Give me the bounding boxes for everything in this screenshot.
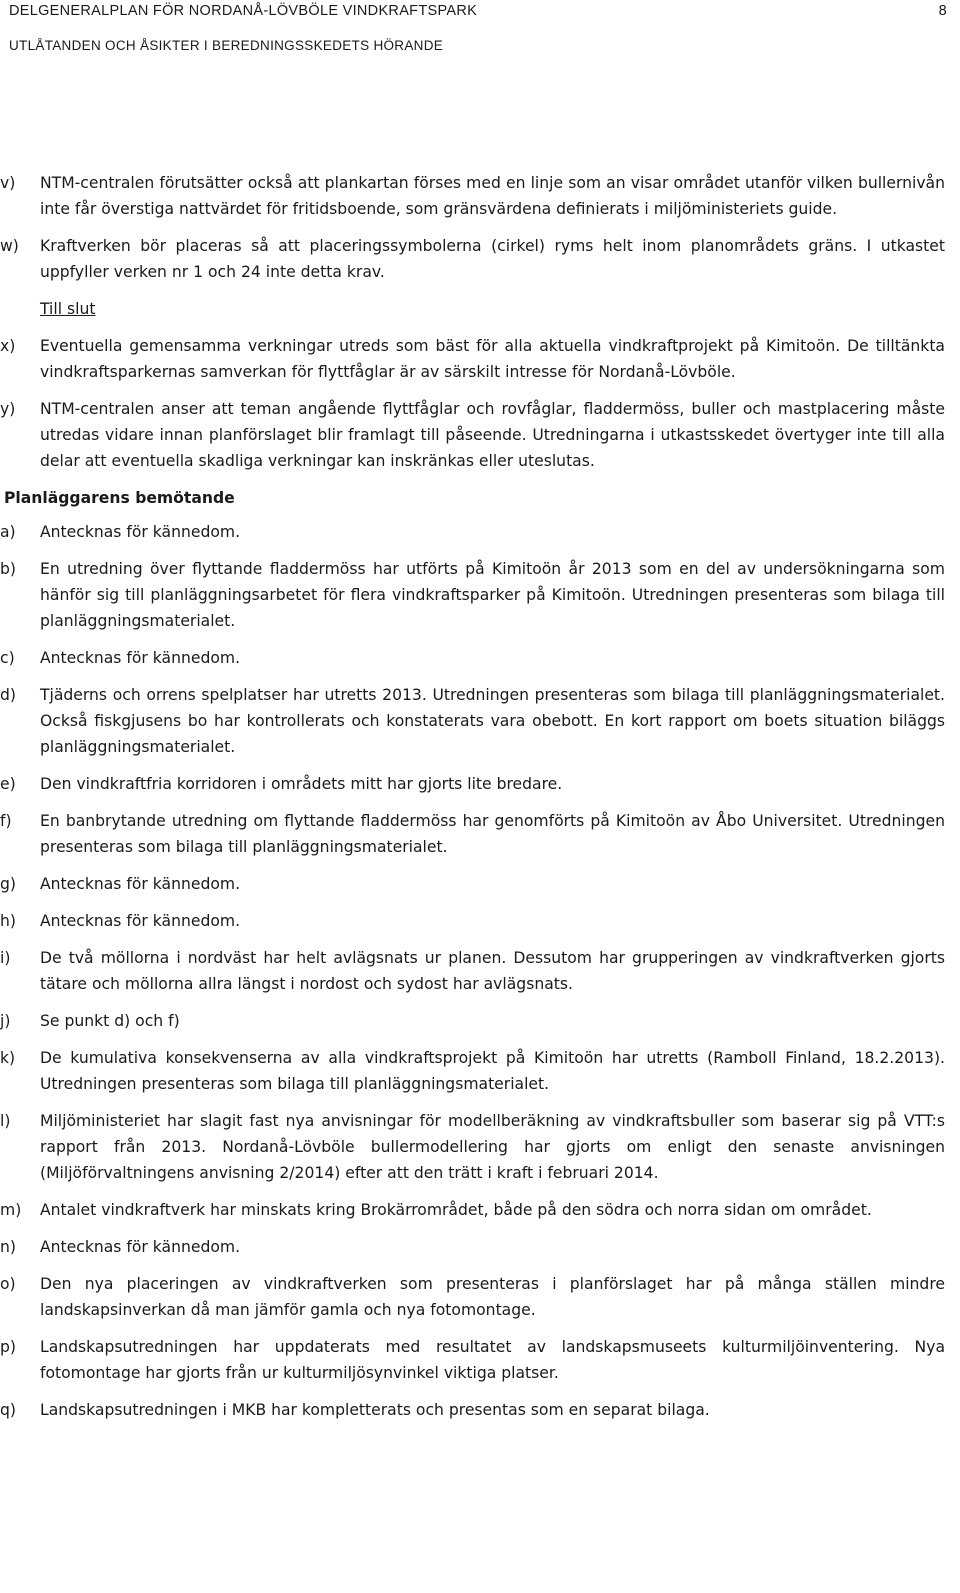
item-marker: v)	[0, 174, 16, 192]
item-marker: w)	[0, 237, 19, 255]
item-text: Eventuella gemensamma verkningar utreds som bäst för alla aktuella vindkraftprojekt på Kimitoön. De tilltänkta vindkraftsparkernas samverkan för flyttfåglar är av särskilt intresse för Nordanå-Lövböle.	[40, 337, 945, 381]
item-marker: x)	[0, 337, 16, 355]
document-body	[0, 170, 945, 1434]
item-marker: c)	[0, 649, 15, 667]
list-item	[0, 1008, 945, 1034]
item-text: De kumulativa konsekvenserna av alla vindkraftsprojekt på Kimitoön har utretts (Ramboll Finland, 18.2.2013). Utredningen presenteras som bilaga till planläggningsmaterialet.	[40, 1049, 945, 1093]
list-item	[0, 645, 945, 671]
item-text: Antecknas för kännedom.	[40, 1238, 241, 1256]
item-text: Den nya placeringen av vindkraftverken som presenteras i planförslaget har på många ställen mindre landskapsinverkan då man jämför gamla och nya fotomontage.	[40, 1275, 945, 1319]
item-text: Landskapsutredningen har uppdaterats med resultatet av landskapsmuseets kulturmiljöinventering. Nya fotomontage har gjorts från ur kulturmiljösynvinkel viktiga platser.	[40, 1338, 945, 1382]
item-text: Se punkt d) och f)	[40, 1012, 180, 1030]
item-marker: p)	[0, 1338, 16, 1356]
item-marker: q)	[0, 1401, 16, 1419]
document-title: DELGENERALPLAN FÖR NORDANÅ-LÖVBÖLE VINDKRAFTSPARK	[9, 3, 478, 19]
item-text: En utredning över flyttande fladdermöss har utförts på Kimitoön år 2013 som en del av undersökningarna som hänför sig till planläggningsarbetet för flera vindkraftsparker på Kimitoön. Utredningen presenteras som bilaga till planläggningsmaterialet.	[40, 560, 945, 630]
item-marker: m)	[0, 1201, 22, 1219]
list-item	[0, 1397, 945, 1423]
item-text: De två möllorna i nordväst har helt avlägsnats ur planen. Dessutom har grupperingen av vindkraftverken gjorts tätare och möllorna allra längst i nordost och sydost har avlägsnats.	[40, 949, 945, 993]
document-subtitle: UTLÅTANDEN OCH ÅSIKTER I BEREDNINGSSKEDETS HÖRANDE	[9, 38, 444, 53]
item-text: Den vindkraftfria korridoren i områdets mitt har gjorts lite bredare.	[40, 775, 563, 793]
list-item	[0, 1108, 945, 1186]
item-marker: j)	[0, 1012, 11, 1030]
item-text: Antecknas för kännedom.	[40, 523, 241, 541]
item-marker: y)	[0, 400, 16, 418]
list-item	[0, 771, 945, 797]
item-marker: d)	[0, 686, 16, 704]
item-marker: n)	[0, 1238, 16, 1256]
list-item	[0, 808, 945, 860]
section-label	[0, 296, 945, 322]
list-item	[0, 1334, 945, 1386]
list-item	[0, 233, 945, 285]
item-text: Antecknas för kännedom.	[40, 912, 241, 930]
item-text: Miljöministeriet har slagit fast nya anvisningar för modellberäkning av vindkraftsbuller som baserar sig på VTT:s rapport från 2013. Nordanå-Lövböle bullermodellering har gjorts om enligt den senaste anvisningen (Miljöförvaltningens anvisning 2/2014) efter att den trätt i kraft i februari 2014.	[40, 1112, 945, 1182]
item-marker: h)	[0, 912, 16, 930]
list-item	[0, 1045, 945, 1097]
list-item	[0, 556, 945, 634]
list-item	[0, 682, 945, 760]
item-text: Antalet vindkraftverk har minskats kring Brokärrområdet, både på den södra och norra sidan om området.	[40, 1201, 872, 1219]
item-marker: o)	[0, 1275, 16, 1293]
item-text: Kraftverken bör placeras så att placeringssymbolerna (cirkel) ryms helt inom planområdets gräns. I utkastet uppfyller verken nr 1 och 24 inte detta krav.	[40, 237, 945, 281]
list-item	[0, 519, 945, 545]
list-item	[0, 945, 945, 997]
item-marker: f)	[0, 812, 12, 830]
list-item	[0, 1271, 945, 1323]
page-number: 8	[938, 3, 947, 19]
till-slut-label: Till slut	[40, 300, 96, 318]
item-marker: g)	[0, 875, 16, 893]
list-item	[0, 908, 945, 934]
list-item	[0, 871, 945, 897]
list-item	[0, 333, 945, 385]
item-text: Antecknas för kännedom.	[40, 875, 241, 893]
response-heading: Planläggarens bemötande	[4, 489, 235, 507]
list-item	[0, 1234, 945, 1260]
item-marker: k)	[0, 1049, 16, 1067]
list-item	[0, 170, 945, 222]
item-marker: e)	[0, 775, 16, 793]
list-item	[0, 1197, 945, 1223]
item-text: Tjäderns och orrens spelplatser har utretts 2013. Utredningen presenteras som bilaga till planläggningsmaterialet. Också fiskgjusens bo har kontrollerats och konstaterats vara obebott. En kort rapport om boets situation biläggs planläggningsmaterialet.	[40, 686, 945, 756]
item-text: Antecknas för kännedom.	[40, 649, 241, 667]
item-text: NTM-centralen anser att teman angående flyttfåglar och rovfåglar, fladdermöss, buller och mastplacering måste utredas vidare innan planförslaget blir framlagt till påseende. Utredningarna i utkastsskedet övertyger inte till alla delar att eventuella skadliga verkningar kan inskränkas eller uteslutas.	[40, 400, 945, 470]
item-text: NTM-centralen förutsätter också att plankartan förses med en linje som an visar området utanför vilken bullernivån inte får överstiga nattvärdet för fritidsboende, som gränsvärdena definierats i miljöministeriets guide.	[40, 174, 945, 218]
item-marker: l)	[0, 1112, 11, 1130]
item-text: Landskapsutredningen i MKB har kompletterats och presentas som en separat bilaga.	[40, 1401, 710, 1419]
item-marker: b)	[0, 560, 16, 578]
list-item	[0, 396, 945, 474]
item-text: En banbrytande utredning om flyttande fladdermöss har genomförts på Kimitoön av Åbo Universitet. Utredningen presenteras som bilaga till planläggningsmaterialet.	[40, 812, 945, 856]
item-marker: a)	[0, 523, 16, 541]
item-marker: i)	[0, 949, 11, 967]
